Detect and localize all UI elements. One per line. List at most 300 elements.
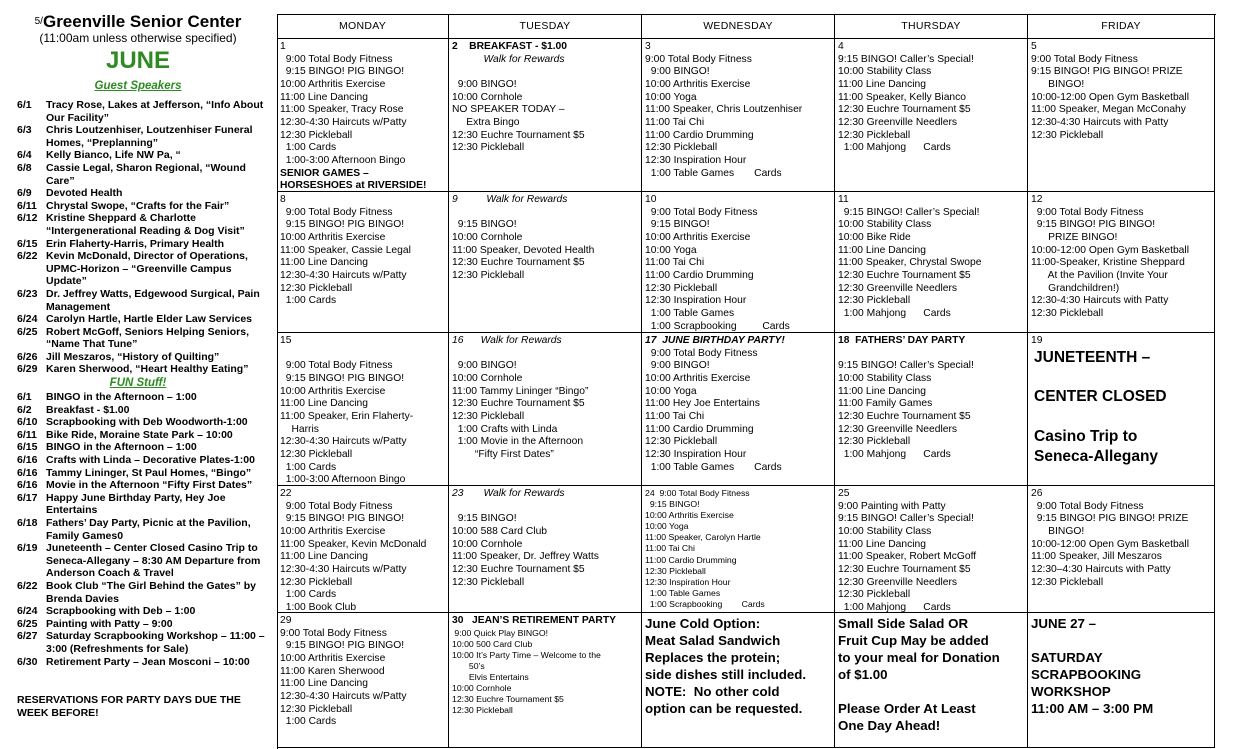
cell-event-line: Meat Salad Sandwich — [645, 633, 781, 648]
cell-event-line: 10:00 Cornhole — [452, 231, 523, 243]
cell-event-line: 12:30 Pickleball — [280, 448, 353, 460]
speaker-item-date: 6/25 — [17, 325, 38, 338]
cell-event-line: “Fifty First Dates” — [452, 448, 554, 460]
cell-event-line: 1:00 Book Club — [280, 601, 357, 613]
cell-event-line: 9:00 Total Body Fitness — [645, 206, 758, 218]
cell-event-line: 11:00 Cardio Drumming — [645, 129, 754, 141]
cell-event-line: BINGO! — [1031, 78, 1085, 90]
cell-event-line: 9:15 BINGO! PIG BINGO! PRIZE — [1031, 513, 1189, 525]
cell-event-line: 9:00 Total Body Fitness — [280, 206, 393, 218]
cell-event-line: 10:00 Stability Class — [838, 372, 932, 384]
cell-event-line: 11:00 Line Dancing — [838, 244, 926, 256]
speaker-item — [0, 288, 276, 313]
speaker-item-text: Robert McGoff, Seniors Helping Seniors, “Name That Tune” — [46, 325, 250, 351]
cell-event-line: 12:30-4:30 Haircuts with Patty — [1031, 295, 1169, 307]
cell-event-line: 9:15 BINGO! PIG BINGO! — [280, 219, 405, 231]
cell-event-line: 12:30 Euchre Tournament $5 — [452, 398, 585, 410]
cell-day-line: 19 — [1031, 335, 1043, 346]
cell-event-line: 12:30 Euchre Tournament $5 — [838, 104, 971, 116]
cell-event-line: 10:00 Arthritis Exercise — [645, 231, 751, 243]
cell-event-line: Grandchildren!) — [1031, 282, 1120, 294]
cell-event-line: 11:00 Line Dancing — [838, 538, 926, 550]
cell-day-line: 30 JEAN’S RETIREMENT PARTY — [452, 615, 617, 626]
cell-day-line: 17 JUNE BIRTHDAY PARTY! — [645, 335, 785, 346]
fun-item-text: Juneteenth – Center Closed Casino Trip to Seneca-Allegany – 8:30 AM Departure from Anderson Coach & Travel — [46, 542, 261, 580]
cell-event-line: 11:00 Speaker, Kevin McDonald — [280, 538, 427, 550]
speaker-item-date: 6/9 — [17, 187, 32, 200]
speaker-item-date: 6/15 — [17, 237, 38, 250]
calendar-cell — [642, 486, 835, 613]
speaker-item-date: 6/12 — [17, 212, 38, 225]
fun-item-date: 6/22 — [17, 579, 38, 592]
cell-event-line: 12:30 Pickleball — [838, 589, 911, 601]
cell-event-line: 12:30 Euchre Tournament $5 — [452, 129, 585, 141]
fun-item — [0, 492, 276, 517]
fun-item-text: Retirement Party – Jean Mosconi – 10:00 — [46, 655, 250, 668]
cell-day-line: 12 — [1031, 194, 1043, 205]
cell-event-line: 1:00 Mahjong Cards — [838, 601, 951, 613]
cell-day-line: 22 — [280, 488, 292, 499]
day-header-thursday: THURSDAY — [835, 14, 1028, 39]
cell-event-line — [1031, 407, 1211, 427]
fun-item-date: 6/16 — [17, 479, 38, 492]
cell-event-line: One Day Ahead! — [838, 718, 941, 733]
cell-event-line: NOTE: No other cold — [645, 684, 780, 699]
fun-item-text: BINGO in the Afternoon – 1:00 — [46, 441, 197, 454]
cell-event-line: Casino Trip to — [1034, 427, 1138, 445]
cell-event-line: 12:30 Pickleball — [280, 703, 353, 715]
cell-event-line: Elvis Entertains — [452, 672, 529, 683]
speaker-item-text: Cassie Legal, Sharon Regional, “Wound Care” — [46, 161, 246, 187]
fun-item-text: Happy June Birthday Party, Hey Joe Entertains — [46, 491, 226, 517]
cell-event-line: 9:00 BINGO! — [452, 78, 517, 90]
cell-event-line: 12:30 Pickleball — [645, 282, 718, 294]
cell-event-line: 1:00 Cards — [280, 716, 337, 728]
cell-event-line: of $1.00 — [838, 667, 888, 682]
cell-event-line: 9:00 Total Body Fitness — [1031, 206, 1144, 218]
cell-event-line: 12:30–4:30 Haircuts with Patty — [1031, 563, 1171, 575]
fun-item — [0, 618, 276, 631]
cell-event-line: 10:00 Arthritis Exercise — [645, 372, 751, 384]
fun-item — [0, 441, 276, 454]
speaker-item-text: Kevin McDonald, Director of Operations, UPMC-Horizon – “Greenville Campus Update” — [46, 250, 248, 288]
cell-event-line: BINGO! — [1031, 525, 1085, 537]
fun-item — [0, 656, 276, 669]
cell-event-line: SENIOR GAMES – — [280, 167, 369, 179]
cell-event-line: 12:30-4:30 Haircuts w/Patty — [280, 690, 407, 702]
calendar-cell — [277, 192, 449, 333]
cell-event-line: 12:30 Euchre Tournament $5 — [452, 257, 585, 269]
cell-event-line: to your meal for Donation — [838, 650, 1000, 665]
cell-event-line: 11:00 Tai Chi — [645, 543, 695, 554]
fun-item-date: 6/16 — [17, 454, 38, 467]
cell-event-line: 9:00 Total Body Fitness — [280, 627, 387, 639]
cell-event-line: 12:30 Pickleball — [1031, 576, 1104, 588]
cell-event-line: 12:30 Pickleball — [452, 705, 513, 716]
cell-event-line: 10:00 Arthritis Exercise — [280, 78, 386, 90]
cell-event-line: 10:00 Cornhole — [452, 372, 523, 384]
cell-event-line: 12:30 Pickleball — [645, 142, 718, 154]
cell-event-line: 9:00 Total Body Fitness — [280, 500, 393, 512]
fun-item — [0, 605, 276, 618]
cell-event-line: 1:00 Cards — [280, 461, 337, 473]
cell-event-line: 12:30 Euchre Tournament $5 — [838, 563, 971, 575]
cell-event-line: 12:30-4:30 Haircuts with Patty — [1031, 116, 1169, 128]
calendar-cell — [835, 192, 1028, 333]
cell-event-line: 11:00 Speaker, Cassie Legal — [280, 244, 411, 256]
cell-event-line: 1:00 Mahjong Cards — [838, 307, 951, 319]
cell-event-line: 10:00 500 Card Club — [452, 638, 533, 649]
calendar-cell — [1028, 192, 1215, 333]
cell-event-line: PRIZE BINGO! — [1031, 231, 1118, 243]
fun-item — [0, 630, 276, 655]
fun-item — [0, 580, 276, 605]
fun-item — [0, 542, 276, 580]
fun-item-date: 6/11 — [17, 428, 37, 441]
cell-event-line: 1:00 Table Games Cards — [645, 461, 782, 473]
cell-event-line: 12:30 Greenville Needlers — [838, 423, 958, 435]
cell-event-line: 1:00 Movie in the Afternoon — [452, 436, 584, 448]
cell-event-line — [838, 348, 1024, 361]
cell-event-line: 9:00 Total Body Fitness — [645, 53, 752, 65]
cell-event-line: 12:30 Inspiration Hour — [645, 295, 747, 307]
cell-event-line: 10:00 Stability Class — [838, 219, 932, 231]
cell-event-line: 9:15 BINGO! PIG BINGO! — [280, 513, 405, 525]
fun-item-text: Saturday Scrapbooking Workshop – 11:00 – 3:00 (Refreshments for Sale) — [46, 630, 265, 655]
speaker-item-text: Chris Loutzenhiser, Loutzenhiser Funeral Homes, “Preplanning” — [46, 124, 253, 149]
cell-event-line: WORKSHOP — [1031, 684, 1111, 699]
calendar-cell — [642, 192, 835, 333]
calendar-cell — [277, 333, 449, 486]
speaker-item — [0, 124, 276, 149]
cell-event-line: 10:00 Cornhole — [452, 91, 523, 103]
calendar-cell — [642, 333, 835, 486]
cell-event-line: 12:30 Inspiration Hour — [645, 448, 747, 460]
speaker-item — [0, 212, 276, 237]
cell-day-line: 26 — [1031, 488, 1043, 499]
fun-item-text: Painting with Patty – 9:00 — [46, 617, 173, 630]
cell-event-line: 11:00 Speaker, Kelly Bianco — [838, 91, 967, 103]
cell-event-line: 9:15 BINGO! PIG BINGO! PRIZE — [1031, 66, 1183, 78]
cell-day-line: 1 — [280, 41, 286, 52]
cell-event-line: 11:00 Line Dancing — [280, 678, 368, 690]
fun-item-date: 6/27 — [17, 630, 38, 643]
cell-event-line: 11:00 Tai Chi — [645, 257, 705, 269]
cell-event-line: 10:00 Arthritis Exercise — [645, 510, 734, 521]
fun-item-date: 6/24 — [17, 605, 38, 618]
cell-event-line: JUNETEENTH – — [1034, 348, 1151, 366]
fun-item-text: Breakfast - $1.00 — [46, 403, 130, 416]
cell-event-line: 11:00 Speaker, Carolyn Hartle — [645, 532, 761, 543]
cell-event-line: 12:30 Pickleball — [1031, 129, 1104, 141]
cell-event-line: Walk for Rewards — [452, 53, 565, 65]
cell-event-line: Extra Bingo — [452, 116, 520, 128]
cell-day-line: 29 — [280, 615, 292, 626]
cell-event-line: 11:00 Line Dancing — [838, 78, 926, 90]
cell-event-line: 9:00 Total Body Fitness — [1031, 53, 1138, 65]
calendar-cell — [642, 613, 835, 748]
cell-event-line: 12:30 Pickleball — [452, 269, 525, 281]
cell-event-line: 9:15 BINGO! PIG BINGO! — [280, 372, 405, 384]
calendar-cell — [449, 613, 642, 748]
cell-event-line: 9:15 BINGO! PIG BINGO! — [280, 640, 405, 652]
cell-event-line: Please Order At Least — [838, 701, 976, 716]
speaker-item-date: 6/26 — [17, 350, 38, 363]
cell-event-line: Harris — [280, 423, 319, 435]
page-superscript: 5/ — [34, 16, 43, 27]
speaker-item — [0, 313, 276, 326]
calendar-cell — [277, 39, 449, 192]
speaker-item-date: 6/1 — [17, 99, 32, 111]
cell-event-line: 12:30-4:30 Haircuts w/Patty — [280, 563, 407, 575]
cell-day-line: 5 — [1031, 41, 1037, 52]
cell-event-line: 12:30 Pickleball — [280, 576, 353, 588]
cell-event-line: 10:00 Yoga — [645, 521, 689, 532]
cell-event-line: 11:00 Line Dancing — [280, 398, 368, 410]
cell-event-line: 12:30 Inspiration Hour — [645, 576, 731, 587]
speaker-item-date: 6/23 — [17, 287, 38, 300]
cell-event-line: 10:00 Arthritis Exercise — [645, 78, 751, 90]
cell-event-line: 12:30 Pickleball — [645, 565, 706, 576]
cell-event-line: 10:00-12:00 Open Gym Basketball — [1031, 244, 1189, 256]
cell-event-line: 9:15 BINGO! PIG BINGO! — [1031, 219, 1156, 231]
cell-event-line: 1:00 Crafts with Linda — [452, 423, 558, 435]
fun-item-text: Movie in the Afternoon “Fifty First Dates” — [46, 479, 253, 492]
calendar-cell — [449, 486, 642, 613]
calendar-cell — [449, 333, 642, 486]
cell-event-line: 12:30 Pickleball — [452, 576, 525, 588]
cell-event-line: 10:00 Arthritis Exercise — [280, 231, 386, 243]
calendar-cell — [277, 613, 449, 748]
speaker-item-text: Kelly Bianco, Life NW Pa, “ — [46, 149, 181, 162]
speaker-item-text: Tracy Rose, Lakes at Jefferson, “Info About Our Facility” — [46, 99, 264, 124]
speaker-item — [0, 351, 276, 364]
calendar-cell — [1028, 486, 1215, 613]
cell-event-line: 11:00 Speaker, Chrystal Swope — [838, 257, 982, 269]
speaker-item-date: 6/24 — [17, 313, 38, 326]
cell-event-line: 50’s — [452, 660, 485, 671]
speaker-item-date: 6/22 — [17, 250, 38, 263]
cell-event-line: 12:30 Greenville Needlers — [838, 116, 958, 128]
speaker-item — [0, 238, 276, 251]
calendar-cell — [835, 39, 1028, 192]
cell-event-line — [452, 66, 638, 79]
cell-event-line: 12:30 Euchre Tournament $5 — [452, 563, 585, 575]
cell-event-line — [452, 348, 638, 361]
cell-event-line: 11:00 Cardio Drumming — [645, 269, 754, 281]
fun-item-date: 6/19 — [17, 542, 38, 555]
fun-item — [0, 467, 276, 480]
speaker-item — [0, 326, 276, 351]
cell-event-line: 1:00 Cards — [280, 142, 337, 154]
fun-item-date: 6/10 — [17, 416, 38, 429]
cell-event-line: 11:00 Line Dancing — [280, 551, 368, 563]
calendar-cell — [1028, 613, 1215, 748]
speaker-item — [0, 363, 276, 376]
cell-event-line: 11:00 Hey Joe Entertains — [645, 398, 760, 410]
cell-event-line: 10:00-12:00 Open Gym Basketball — [1031, 538, 1189, 550]
fun-item — [0, 479, 276, 492]
fun-item — [0, 517, 276, 542]
cell-event-line: 12:30 Pickleball — [452, 142, 525, 154]
reservations-note: RESERVATIONS FOR PARTY DAYS DUE THE WEEK BEFORE! — [17, 694, 241, 719]
cell-event-line: 9:15 BINGO! — [452, 513, 517, 525]
cell-event-line: 10:00-12:00 Open Gym Basketball — [1031, 91, 1189, 103]
cell-event-line: SATURDAY — [1031, 650, 1103, 665]
cell-event-line: SCRAPBOOKING — [1031, 667, 1142, 682]
cell-event-line: 9:00 Quick Play BINGO! — [452, 627, 549, 638]
cell-event-line: 12:30-4:30 Haircuts w/Patty — [280, 436, 407, 448]
speaker-item-text: Dr. Jeffrey Watts, Edgewood Surgical, Pain Management — [46, 287, 260, 313]
cell-event-line: 10:00 Arthritis Exercise — [280, 652, 386, 664]
cell-event-line: 11:00 Cardio Drumming — [645, 423, 754, 435]
cell-event-line: 1:00 Mahjong Cards — [838, 448, 951, 460]
cell-event-line: option can be requested. — [645, 701, 803, 716]
day-header-monday: MONDAY — [277, 14, 449, 39]
cell-event-line: 11:00 Speaker, Jill Meszaros — [1031, 551, 1162, 563]
month-title: JUNE — [105, 47, 171, 74]
calendar-cell — [835, 613, 1028, 748]
cell-event-line: 1:00 Table Games Cards — [645, 167, 782, 179]
fun-item-text: Crafts with Linda – Decorative Plates-1:00 — [46, 454, 255, 467]
cell-event-line: 11:00 Karen Sherwood — [280, 665, 385, 677]
cell-event-line: 1:00 Mahjong Cards — [838, 142, 951, 154]
cell-day-line: 25 — [838, 488, 850, 499]
cell-event-line: 11:00 Family Games — [838, 398, 933, 410]
cell-event-line: 9:15 BINGO! Caller’s Special! — [838, 513, 974, 525]
speaker-item-text: Carolyn Hartle, Hartle Elder Law Services — [46, 313, 253, 326]
cell-event-line: 10:00 Stability Class — [838, 66, 932, 78]
fun-item-date: 6/25 — [17, 617, 38, 630]
fun-item-date: 6/16 — [17, 466, 38, 479]
cell-event-line: 9:15 BINGO! — [645, 219, 710, 231]
speaker-item — [0, 250, 276, 288]
cell-event-line: 11:00 Speaker, Megan McConahy — [1031, 104, 1186, 116]
speaker-item-text: Karen Sherwood, “Heart Healthy Eating” — [46, 363, 249, 376]
fun-item-text: Scrapbooking with Deb Woodworth-1:00 — [46, 416, 248, 429]
hours-note: (11:00am unless otherwise specified) — [39, 31, 237, 45]
cell-event-line: 11:00 Tammy Lininger “Bingo” — [452, 385, 589, 397]
cell-event-line: 11:00 Speaker, Robert McGoff — [838, 551, 977, 563]
fun-item — [0, 416, 276, 429]
speaker-item — [0, 99, 276, 124]
fun-item-text: Fathers’ Day Party, Picnic at the Pavilion, Family Games0 — [46, 517, 251, 542]
fun-item-date: 6/1 — [17, 391, 32, 404]
speaker-item-date: 6/8 — [17, 161, 32, 174]
fun-stuff-list — [0, 391, 276, 668]
speaker-item — [0, 162, 276, 187]
cell-event-line: 12:30-4:30 Haircuts w/Patty — [280, 116, 407, 128]
speaker-item-date: 6/4 — [17, 149, 32, 162]
cell-event-line: 12:30 Euchre Tournament $5 — [452, 694, 564, 705]
fun-item — [0, 429, 276, 442]
cell-day-line: 18 FATHERS’ DAY PARTY — [838, 335, 966, 346]
cell-event-line: 9:15 BINGO! Caller’s Special! — [838, 206, 980, 218]
cell-event-line: 12:30 Pickleball — [838, 129, 911, 141]
cell-event-line: 12:30 Euchre Tournament $5 — [838, 410, 971, 422]
speaker-item-date: 6/11 — [17, 199, 37, 212]
cell-event-line: 9:15 BINGO! — [645, 499, 700, 510]
cell-event-line: 9:00 BINGO! — [645, 360, 710, 372]
cell-event-line: 10:00 588 Card Club — [452, 525, 548, 537]
speaker-item — [0, 149, 276, 162]
cell-event-line: 9:15 BINGO! — [452, 219, 517, 231]
fun-item-text: BINGO in the Afternoon – 1:00 — [46, 391, 197, 404]
cell-day-line: 10 — [645, 194, 657, 205]
day-header-tuesday: TUESDAY — [449, 14, 642, 39]
fun-item-date: 6/15 — [17, 441, 38, 454]
fun-item-text: Scrapbooking with Deb – 1:00 — [46, 605, 196, 618]
fun-item — [0, 454, 276, 467]
cell-event-line: 11:00 Speaker, Chris Loutzenhiser — [645, 104, 803, 116]
cell-event-line: 1:00 Table Games — [645, 307, 735, 319]
calendar-cell — [835, 486, 1028, 613]
cell-event-line: 10:00 Cornhole — [452, 683, 512, 694]
cell-event-line: 12:30 Inspiration Hour — [645, 154, 747, 166]
cell-event-line: 12:30-4:30 Haircuts w/Patty — [280, 269, 407, 281]
cell-event-line — [838, 683, 1024, 700]
cell-event-line: 9:00 BINGO! — [452, 360, 517, 372]
cell-event-line: 12:30 Pickleball — [280, 282, 353, 294]
cell-event-line: 9:15 BINGO! Caller’s Special! — [838, 53, 974, 65]
cell-day-line: 8 — [280, 194, 286, 205]
cell-event-line: 9:15 BINGO! Caller’s Special! — [838, 360, 974, 372]
cell-event-line: 11:00 Speaker, Dr. Jeffrey Watts — [452, 551, 599, 563]
cell-event-line: 1:00 Cards — [280, 295, 337, 307]
speaker-item-text: Erin Flaherty-Harris, Primary Health — [46, 237, 224, 250]
cell-day-line: June Cold Option: — [645, 616, 761, 631]
cell-event-line — [1031, 632, 1211, 649]
cell-event-line: 1:00 Scrapbooking Cards — [645, 320, 790, 332]
fun-item-text: Book Club “The Girl Behind the Gates” by Brenda Davies — [46, 579, 257, 605]
sidebar — [0, 12, 276, 748]
cell-day-line: 9 Walk for Rewards — [452, 194, 568, 205]
cell-event-line: 11:00 Speaker, Erin Flaherty- — [280, 410, 414, 422]
calendar-cell — [1028, 39, 1215, 192]
cell-event-line: Replaces the protein; — [645, 650, 781, 665]
speaker-item-date: 6/3 — [17, 124, 32, 137]
fun-item-text: Tammy Lininger, St Paul Homes, “Bingo” — [46, 466, 252, 479]
cell-event-line: 1:00-3:00 Afternoon Bingo — [280, 474, 406, 486]
cell-event-line — [1031, 367, 1211, 387]
cell-event-line: 1:00-3:00 Afternoon Bingo — [280, 154, 406, 166]
cell-event-line: 10:00 Bike Ride — [838, 231, 911, 243]
cell-event-line: 10:00 Stability Class — [838, 525, 932, 537]
cell-event-line: 11:00 Speaker, Devoted Health — [452, 244, 595, 256]
calendar-cell — [449, 39, 642, 192]
day-header-friday: FRIDAY — [1028, 14, 1215, 39]
cell-event-line: 1:00 Scrapbooking Cards — [645, 598, 765, 609]
cell-event-line: 10:00 Cornhole — [452, 538, 523, 550]
cell-event-line: 10:00 Yoga — [645, 91, 697, 103]
cell-day-line: 15 — [280, 335, 292, 346]
cell-event-line: side dishes still included. — [645, 667, 807, 682]
fun-item-date: 6/2 — [17, 403, 32, 416]
speaker-item-date: 6/29 — [17, 363, 38, 376]
cell-event-line: 1:00 Cards — [280, 589, 337, 601]
cell-event-line: 9:00 Total Body Fitness — [645, 347, 758, 359]
cell-event-line: 9:00 Painting with Patty — [838, 500, 946, 512]
guest-speakers-heading: Guest Speakers — [94, 80, 182, 92]
cell-event-line: 11:00 Speaker, Tracy Rose — [280, 104, 404, 116]
cell-event-line: 12:30 Pickleball — [1031, 307, 1104, 319]
cell-event-line: At the Pavilion (Invite Your — [1031, 269, 1168, 281]
cell-event-line: 9:15 BINGO! PIG BINGO! — [280, 66, 405, 78]
calendar-cell — [642, 39, 835, 192]
speaker-item — [0, 187, 276, 200]
cell-event-line: 10:00 Arthritis Exercise — [280, 385, 386, 397]
cell-event-line: 9:00 Total Body Fitness — [280, 53, 393, 65]
